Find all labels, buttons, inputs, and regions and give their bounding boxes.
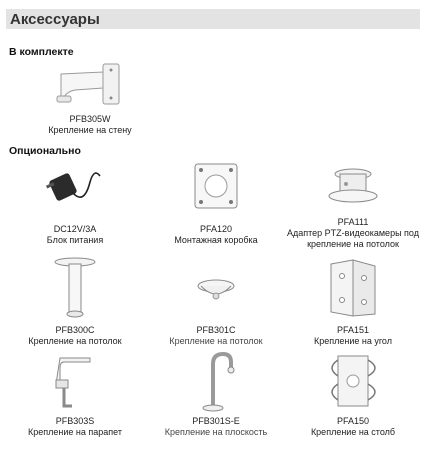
item-code: PFB301C [196,325,236,335]
item-code: PFA120 [199,224,233,234]
section-optional-label: Опционально [9,145,81,157]
pole-mount-image [318,350,388,412]
accessory-pfb300c [15,256,135,347]
item-desc: Адаптер PTZ-видеокамеры под крепление на потолок [287,228,419,249]
item-desc: Блок питания [46,235,104,245]
ptz-adapter-image [318,162,388,212]
accessory-pfa111 [283,162,423,250]
accessory-pfb301se [156,350,276,438]
flat-surface-mount-image [191,350,241,412]
item-desc: Крепление на парапет [28,427,122,437]
page-title: Аксессуары [10,10,100,28]
item-desc: Монтажная коробка [174,235,258,245]
item-code: DC12V/3A [53,224,97,234]
item-desc: Крепление на угол [313,336,392,346]
item-desc: Крепление на стену [48,125,132,135]
accessory-pfa120 [156,162,276,246]
section-included-label: В комплекте [9,46,74,58]
item-code: PFB305W [69,114,111,124]
accessory-dc12v [15,162,135,246]
item-code: PFB300C [55,325,95,335]
accessory-pfa150 [283,350,423,438]
item-desc: Крепление на столб [310,427,396,437]
ceiling-mount-image [181,256,251,322]
wall-mount-image [55,60,125,112]
power-adapter-image [40,162,110,212]
accessory-pfb305w [20,60,160,136]
item-desc: Крепление на потолок [28,336,122,346]
item-code: PFB303S [55,416,95,426]
item-code: PFA150 [336,416,370,426]
parapet-mount-image [50,350,100,412]
junction-box-image [181,162,251,214]
corner-mount-image [323,256,383,322]
accessory-pfb301c [156,256,276,347]
item-code: PFA151 [336,325,370,335]
item-desc: Крепление на плоскость [164,427,268,437]
item-desc: Крепление на потолок [169,336,263,346]
accessory-pfa151 [283,256,423,347]
ceiling-pole-image [50,256,100,322]
item-code: PFB301S-E [192,416,240,426]
section-header [6,9,420,29]
accessory-pfb303s [15,350,135,438]
item-code: PFA111 [337,217,369,227]
